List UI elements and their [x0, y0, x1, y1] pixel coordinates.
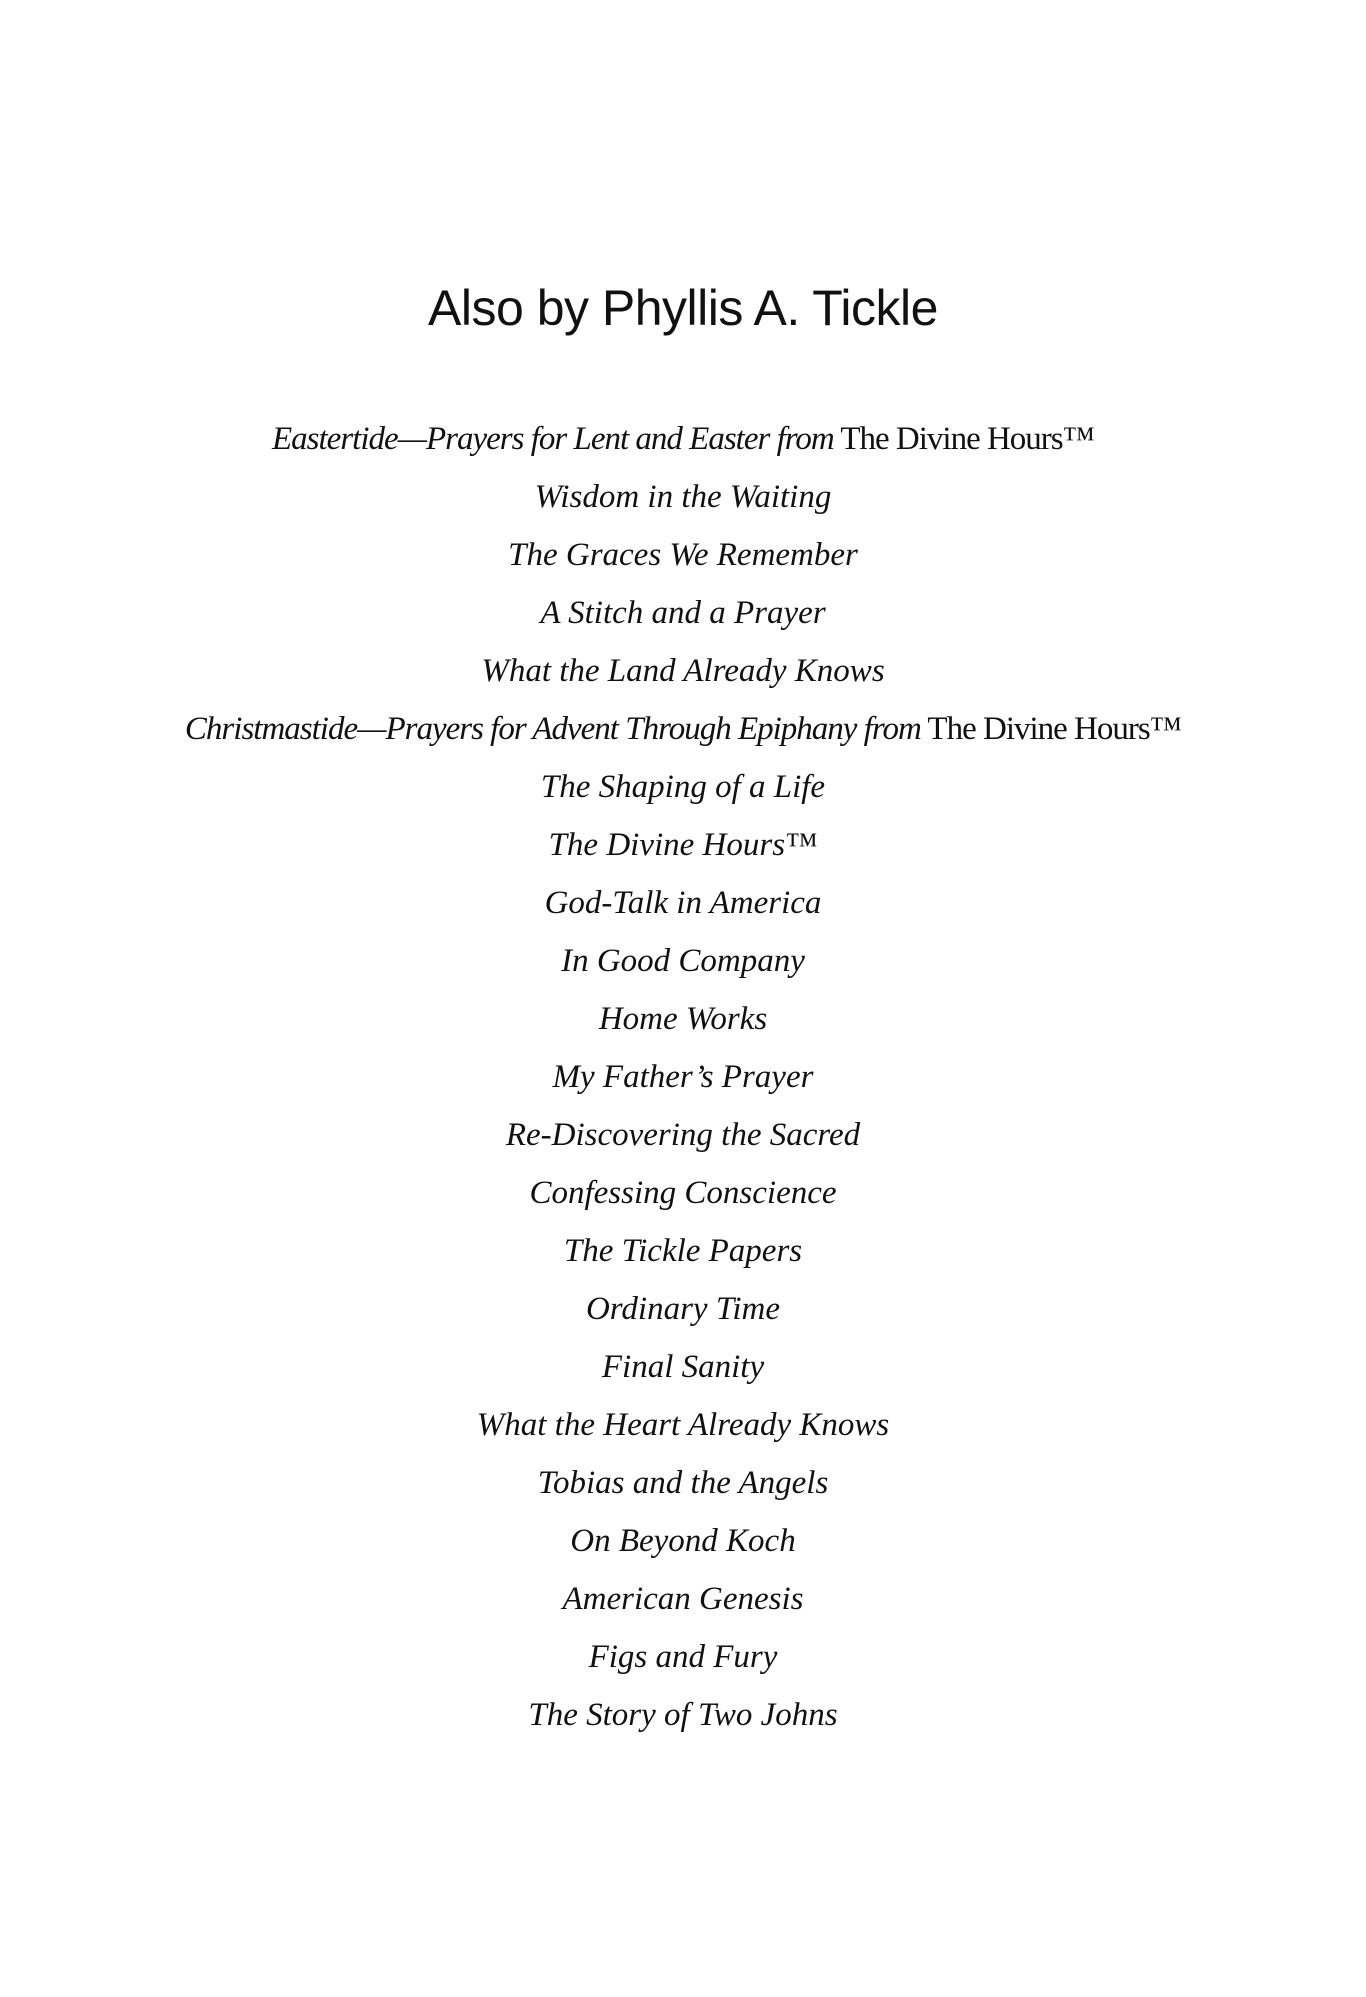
- book-title: American Genesis: [562, 1581, 804, 1617]
- list-item: [0, 932, 1366, 990]
- book-title: Final Sanity: [601, 1349, 765, 1385]
- book-title: Re-Discovering the Sacred: [505, 1117, 861, 1153]
- book-title: The Divine Hours™: [548, 827, 818, 863]
- book-title: A Stitch and a Prayer: [540, 595, 826, 631]
- list-item: [0, 468, 1366, 526]
- page-title: Also by Phyllis A. Tickle: [428, 280, 938, 336]
- list-item: [0, 1628, 1366, 1686]
- book-title: Eastertide—Prayers for Lent and Easter from: [272, 421, 834, 457]
- list-item: [0, 1048, 1366, 1106]
- list-item: [0, 874, 1366, 932]
- book-title: The Story of Two Johns: [528, 1697, 838, 1733]
- list-item: [0, 816, 1366, 874]
- book-title: My Father’s Prayer: [552, 1059, 814, 1095]
- book-list: [0, 410, 1366, 1744]
- book-title: Ordinary Time: [585, 1291, 781, 1327]
- list-item: [0, 1164, 1366, 1222]
- list-item: [0, 642, 1366, 700]
- list-item: [0, 1106, 1366, 1164]
- book-title: In Good Company: [561, 943, 805, 979]
- book-title: What the Heart Already Knows: [476, 1407, 890, 1443]
- book-title: Wisdom in the Waiting: [534, 479, 832, 515]
- book-title: On Beyond Koch: [570, 1523, 796, 1559]
- book-title-suffix: The Divine Hours™: [833, 421, 1094, 457]
- list-item: [0, 1570, 1366, 1628]
- list-item: [0, 1454, 1366, 1512]
- list-item: [0, 1222, 1366, 1280]
- list-item: [0, 526, 1366, 584]
- book-title: God-Talk in America: [544, 885, 822, 921]
- list-item: [0, 758, 1366, 816]
- book-title: The Graces We Remember: [508, 537, 858, 573]
- list-item: [0, 990, 1366, 1048]
- list-item: [0, 1686, 1366, 1744]
- list-item: [0, 1512, 1366, 1570]
- book-title: What the Land Already Knows: [481, 653, 885, 689]
- list-item: [0, 700, 1366, 758]
- book-title: The Shaping of a Life: [540, 769, 826, 805]
- book-title: Tobias and the Angels: [537, 1465, 829, 1501]
- list-item: [0, 1280, 1366, 1338]
- book-title-suffix: The Divine Hours™: [920, 711, 1182, 747]
- list-item: [0, 410, 1366, 468]
- list-item: [0, 1396, 1366, 1454]
- list-item: [0, 1338, 1366, 1396]
- book-title: The Tickle Papers: [563, 1233, 803, 1269]
- book-title: Home Works: [598, 1001, 768, 1037]
- book-title: Christmastide—Prayers for Advent Through Epiphany from: [184, 711, 921, 747]
- list-item: [0, 584, 1366, 642]
- book-title: Confessing Conscience: [529, 1175, 837, 1211]
- book-title: Figs and Fury: [588, 1639, 778, 1675]
